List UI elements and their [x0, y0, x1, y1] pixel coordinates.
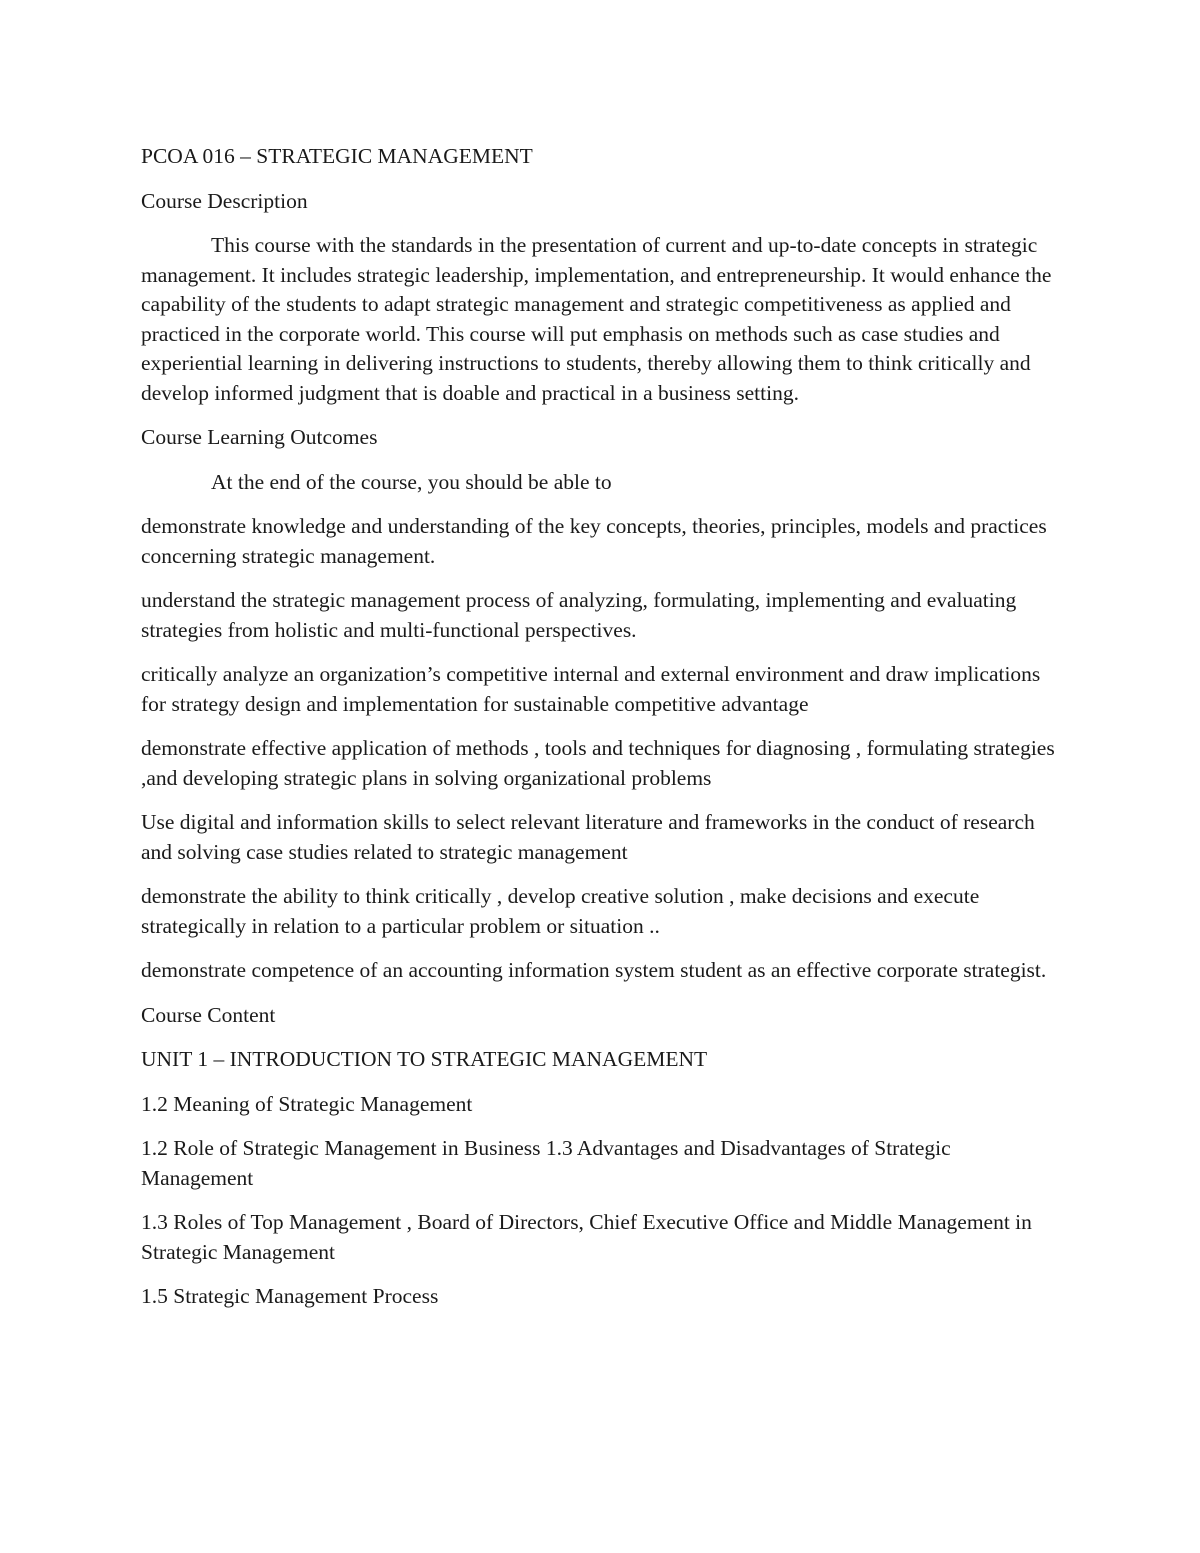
topic-item: 1.2 Meaning of Strategic Management	[141, 1091, 473, 1116]
topic-item: 1.3 Roles of Top Management , Board of Directors, Chief Executive Office and Middle Management in Strategic Management	[141, 1210, 1032, 1264]
unit-title: UNIT 1 – INTRODUCTION TO STRATEGIC MANAGEMENT	[141, 1047, 708, 1071]
learning-outcomes-heading: Course Learning Outcomes	[141, 425, 378, 449]
learning-outcome-item: demonstrate effective application of methods , tools and techniques for diagnosing , formulating strategies ,and developing strategic plans in solving organizational problems	[141, 736, 1055, 790]
document-title: PCOA 016 – STRATEGIC MANAGEMENT	[141, 144, 533, 168]
course-description-heading: Course Description	[141, 188, 308, 213]
learning-outcome-item: Use digital and information skills to select relevant literature and frameworks in the conduct of research and solving case studies related to strategic management	[141, 810, 1035, 864]
learning-outcome-item: critically analyze an organization’s competitive internal and external environment and draw implications for strategy design and implementation for sustainable competitive advantage	[141, 662, 1041, 716]
course-description-text: This course with the standards in the presentation of current and up-to-date concepts in strategic management. It includes strategic leadership, implementation, and entrepreneurship. It would enhance the capability of the students to adapt strategic management and strategic competitiveness as applied and practiced in the corporate world. This course will put emphasis on methods such as case studies and experiential learning in delivering instructions to students, thereby allowing them to think critically and develop informed judgment that is doable and practical in a business setting.	[141, 233, 1052, 405]
learning-outcome-item: demonstrate knowledge and understanding of the key concepts, theories, principles, models and practices concerning strategic management.	[141, 514, 1047, 568]
learning-outcome-item: demonstrate competence of an accounting information system student as an effective corporate strategist.	[141, 958, 1047, 982]
learning-outcomes-intro: At the end of the course, you should be able to	[211, 469, 612, 494]
learning-outcome-item: understand the strategic management process of analyzing, formulating, implementing and evaluating strategies from holistic and multi-functional perspectives.	[141, 588, 1017, 642]
learning-outcome-item: demonstrate the ability to think critically , develop creative solution , make decisions and execute strategically in relation to a particular problem or situation ..	[141, 884, 980, 938]
course-content-heading: Course Content	[141, 1002, 276, 1027]
document-body	[141, 142, 1061, 1327]
topic-item: 1.5 Strategic Management Process	[141, 1284, 439, 1308]
topic-item: 1.2 Role of Strategic Management in Business 1.3 Advantages and Disadvantages of Strategic Management	[141, 1136, 951, 1190]
